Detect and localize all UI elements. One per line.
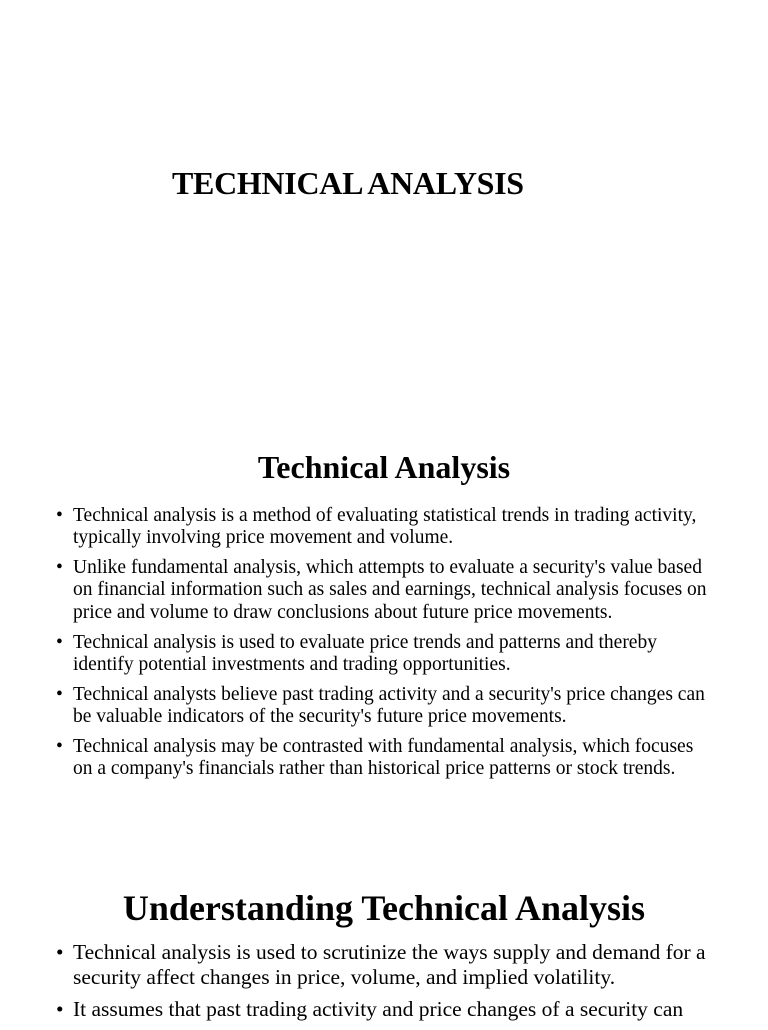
bullet-dot: • <box>56 505 63 526</box>
bullet-text: Technical analysts believe past trading activity and a security's price changes can be valuable indicators of the security's future price movements. <box>73 683 705 728</box>
bullet-text: It assumes that past trading activity and price changes of a security can <box>73 997 684 1021</box>
bullet-dot: • <box>56 683 63 705</box>
bullet-item <box>56 940 716 989</box>
bullet-text: Technical analysis is a method of evaluating statistical trends in trading activity, typically involving price movement and volume. <box>73 505 697 549</box>
technical-analysis-bullet-list <box>56 505 716 788</box>
bullet-item <box>56 557 716 624</box>
bullet-dot: • <box>56 736 63 758</box>
bullet-text: Technical analysis may be contrasted with fundamental analysis, which focuses on a company's financials rather than historical price patterns or stock trends. <box>73 736 694 780</box>
understanding-bullet-list <box>56 940 716 1030</box>
bullet-item <box>56 997 716 1022</box>
bullet-text: Technical analysis is used to evaluate price trends and patterns and thereby identify potential investments and trading opportunities. <box>73 631 657 675</box>
bullet-dot: • <box>56 997 64 1021</box>
technical-analysis-heading: Technical Analysis <box>257 449 511 485</box>
bullet-item <box>56 632 716 676</box>
bullet-text: Technical analysis is used to scrutinize the ways supply and demand for a security affect changes in price, volume, and implied volatility. <box>73 940 706 989</box>
understanding-technical-analysis-heading: Understanding Technical Analysis <box>122 888 646 928</box>
bullet-item <box>56 684 716 728</box>
title-slide-heading: TECHNICAL ANALYSIS <box>172 165 524 201</box>
bullet-dot: • <box>56 557 63 579</box>
bullet-item <box>56 505 716 549</box>
bullet-dot: • <box>56 631 63 653</box>
bullet-text: Unlike fundamental analysis, which attempts to evaluate a security's value based on financial information such as sales and earnings, technical analysis focuses on price and volume to draw conclusions about future price movements. <box>73 557 707 623</box>
bullet-dot: • <box>56 940 64 964</box>
bullet-item <box>56 736 716 780</box>
